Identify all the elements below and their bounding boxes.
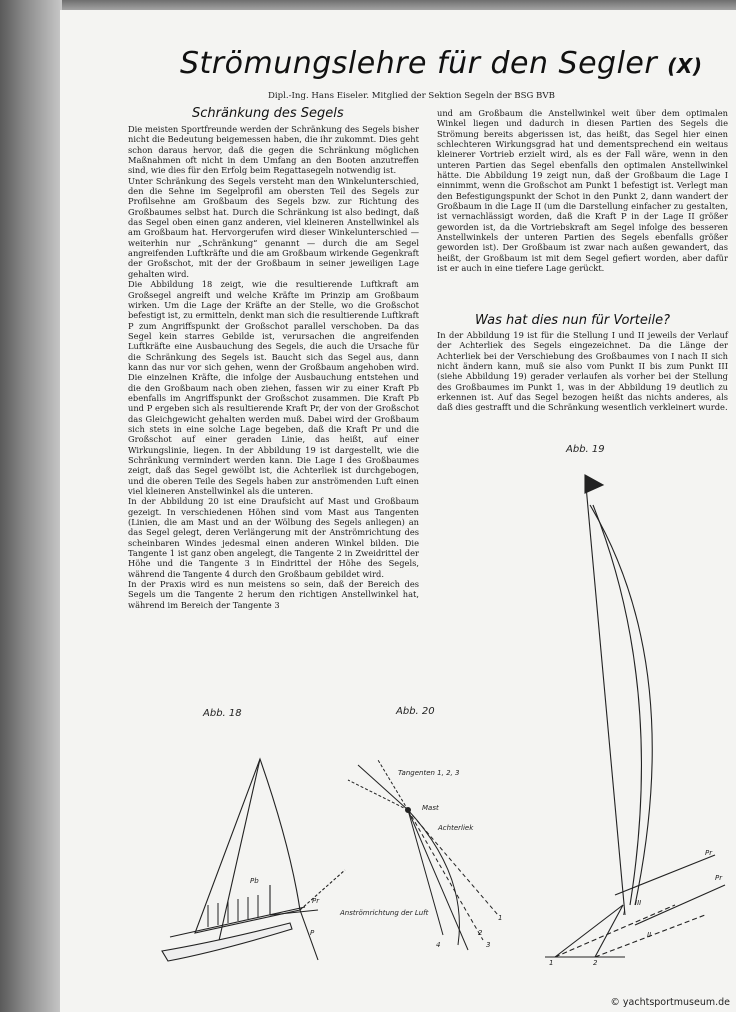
fig19-point-2: 2 <box>593 959 598 965</box>
fig20-number-2: 2 <box>478 929 483 937</box>
boom-position-ii <box>595 905 626 957</box>
fig19-label-i: I <box>623 909 626 917</box>
watermark: © yachtsportmuseum.de <box>610 997 730 1008</box>
figure-19-label: Abb. 19 <box>566 444 605 455</box>
fig18-label-p: P <box>310 929 315 937</box>
paragraph: Die Abbildung 18 zeigt, wie die resultierende Luftkraft am Großsegel angreift und welche Kräfte im Prinzip am Großbaum wirken. Um die Lage der Kräfte an der Stelle, wo die Großschot befestigt ist, zu ermitteln, denkt man sich die resultierende Luftkraft P zum Angriffspunkt der Großschot parallel verschoben. Da das Segel kein starres Gebilde ist, verursachen die angreifenden Luftkräfte eine Ausbauchung des Segels, die auch die Ursache für die Schränkung des Segels ist. Baucht sich das Segel aus, dann kann das nur vor sich gehen, wenn der Großbaum angehoben wird. Die einzelnen Kräfte, die infolge der Ausbauchung entstehen und die den Großbaum nach oben ziehen, fassen wir zu einer Kraft Pb ebenfalls im Angriffspunkt der Großschot zusammen. Die Kraft Pb und P ergeben sich als resultierende Kraft Pr, der von der Großschot das Gleichgewicht gehalten werden muß. Dabei wird der Großbaum sich stets in eine solche Lage begeben, daß die Kraft Pr und die Großschot auf einer geraden Linie, das heißt, auf einer Wirkungslinie, liegen. In der Abbildung 19 ist dargestellt, wie die Schränkung vermindert werden kann. Die Lage I des Großbaumes zeigt, daß das Segel gewölbt ist, die Achterliek ist durchgebogen, und die oberen Teile des Segels haben zur anströmenden Luft einen viel kleineren Anstellwinkel als die unteren. <box>128 279 419 497</box>
fig19-point-1: 1 <box>549 959 554 965</box>
fig20-number-3: 3 <box>486 941 491 949</box>
fig20-number-4: 4 <box>436 941 441 949</box>
fig20-label-mast: Mast <box>422 804 439 812</box>
section-heading-schraenkung: Schränkung des Segels <box>192 106 344 121</box>
figure-20-label: Abb. 20 <box>396 706 435 717</box>
flag <box>585 475 603 493</box>
paragraph: In der Abbildung 19 ist für die Stellung I und II jeweils der Verlauf der Achterliek des Segels eingezeichnet. Da die Länge der Achterliek bei der Verschiebung des Großbaumes von I nach II sich nicht ändern kann, muß sie also vom Punkt II bis zum Punkt III (siehe Abbildung 19) gerader verlaufen als vorher bei der Stellung des Großbaumes im Punkt 1, was in der Abbildung 19 deutlich zu erkennen ist. Auf das Segel bezogen heißt das nichts anderes, als daß dies gestrafft und die Schränkung wesentlich verkleinert wurde. <box>437 330 728 413</box>
figure-19-drawing <box>535 465 730 965</box>
title-text: Strömungslehre für den Segler <box>180 46 658 81</box>
force-pr-line <box>270 910 318 915</box>
fig20-label-achterliek: Achterliek <box>438 824 474 832</box>
mast-line <box>585 475 625 915</box>
article-title <box>180 46 703 81</box>
figure-18-drawing <box>140 755 350 965</box>
paragraph: In der Praxis wird es nun meistens so sein, daß der Bereich des Segels um die Tangente 2 herum den richtigen Anstellwinkel hat, während im Bereich der Tangente 3 <box>128 579 419 610</box>
article-author: Dipl.-Ing. Hans Eiseler. Mitglied der Sektion Segeln der BSG BVB <box>268 91 555 101</box>
paragraph: In der Abbildung 20 ist eine Draufsicht auf Mast und Großbaum gezeigt. In verschiedenen Höhen sind vom Mast aus Tangenten (Linien, die am Mast und an der Wölbung des Segels anliegen) an das Segel gelegt, deren Verlängerung mit der Anströmrichtung des scheinbaren Windes jedesmal einen anderen Winkel bilden. Die Tangente 1 ist ganz oben angelegt, die Tangente 2 in Zweidrittel der Höhe und die Tangente 3 in Eindrittel der Höhe des Segels, während die Tangente 4 durch den Großbaum gebildet wird. <box>128 496 419 579</box>
paragraph: und am Großbaum die Anstellwinkel weit über dem optimalen Winkel liegen und dadurch in diesen Partien des Segels die Strömung bereits abgerissen ist, das heißt, das Segel hier einen schlechteren Wirkungsgrad hat und dementsprechend ein weitaus kleinerer Vortrieb erzielt wird, als es der Fall wäre, wenn in den unteren Partien das Segel ebenfalls den optimalen Anstellwinkel hätte. Die Abbildung 19 zeigt nun, daß der Großbaum die Lage I einnimmt, wenn die Großschot am Punkt 1 befestigt ist. Verlegt man den Befestigungspunkt der Schot in den Punkt 2, dann wandert der Großbaum in die Lage II (um die Darstellung einfacher zu gestalten, ist vernachlässigt worden, daß die Kraft P in der Lage II größer geworden ist, da die Vortriebskraft am Segel infolge des besseren Anstellwinkels der unteren Partien des Segels ebenfalls größer geworden ist). Der Großbaum ist zwar nach außen gewandert, das heißt, der Großbaum ist mit dem Segel gefiert worden, aber dafür ist er auch in eine tiefere Lage gerückt. <box>437 108 728 274</box>
achterliek-curve <box>593 505 641 905</box>
fig19-label-iii: III <box>635 899 642 907</box>
section-heading-vorteile: Was hat dies nun für Vorteile? <box>475 313 671 328</box>
fig20-label-anstroemrichtung: Anströmrichtung der Luft <box>340 909 429 917</box>
figure-20-drawing <box>338 755 518 955</box>
paragraph: Unter Schränkung des Segels versteht man den Winkelunterschied, den die Sehne im Segelprofil am obersten Teil des Segels zur Profilsehne am Großbaum des Segels bzw. zur Richtung des Großbaumes selbst hat. Durch die Schränkung ist also bedingt, daß das Segel oben einen ganz anderen, viel kleineren Anstellwinkel als am Großbaum hat. Hervorgerufen wird dieser Winkelunterschied — weiterhin nur „Schränkung“ genannt — durch die am Segel angreifenden Luftkräfte und die am Großbaum wirkende Gegenkraft der Großschot, mit der der Großbaum in seiner jeweiligen Lage gehalten wird. <box>128 175 419 279</box>
fig19-label-ii: II <box>647 931 652 939</box>
column-right-bottom <box>437 330 728 413</box>
mast-line <box>218 759 260 945</box>
sail-luff <box>590 505 652 905</box>
column-left <box>128 124 419 610</box>
fig19-label-pr-2: Pr <box>715 874 723 882</box>
fig20-number-1: 1 <box>498 914 503 922</box>
fig20-label-tangenten: Tangenten 1, 2, 3 <box>398 769 460 777</box>
column-right-top <box>437 108 728 274</box>
fig18-label-pb: Pb <box>250 877 259 885</box>
scan-edge-left <box>0 0 62 1012</box>
paragraph: Die meisten Sportfreunde werden der Schränkung des Segels bisher nicht die Bedeutung beigemessen haben, die ihr zukommt. Dies geht schon daraus hervor, daß die gegen die Schränkung möglichen Maßnahmen oft nicht in dem Umfang an den Booten anzutreffen sind, wie dies für den Erfolg beim Regattasegeln notwendig ist. <box>128 124 419 176</box>
fig18-label-pr: Pr <box>312 897 320 905</box>
mast-point <box>406 808 411 813</box>
boom-position-i <box>555 905 626 957</box>
figure-18-label: Abb. 18 <box>203 708 242 719</box>
fig19-label-pr-1: Pr <box>705 849 713 857</box>
hull <box>162 923 292 961</box>
title-part-number: (X) <box>667 54 703 78</box>
